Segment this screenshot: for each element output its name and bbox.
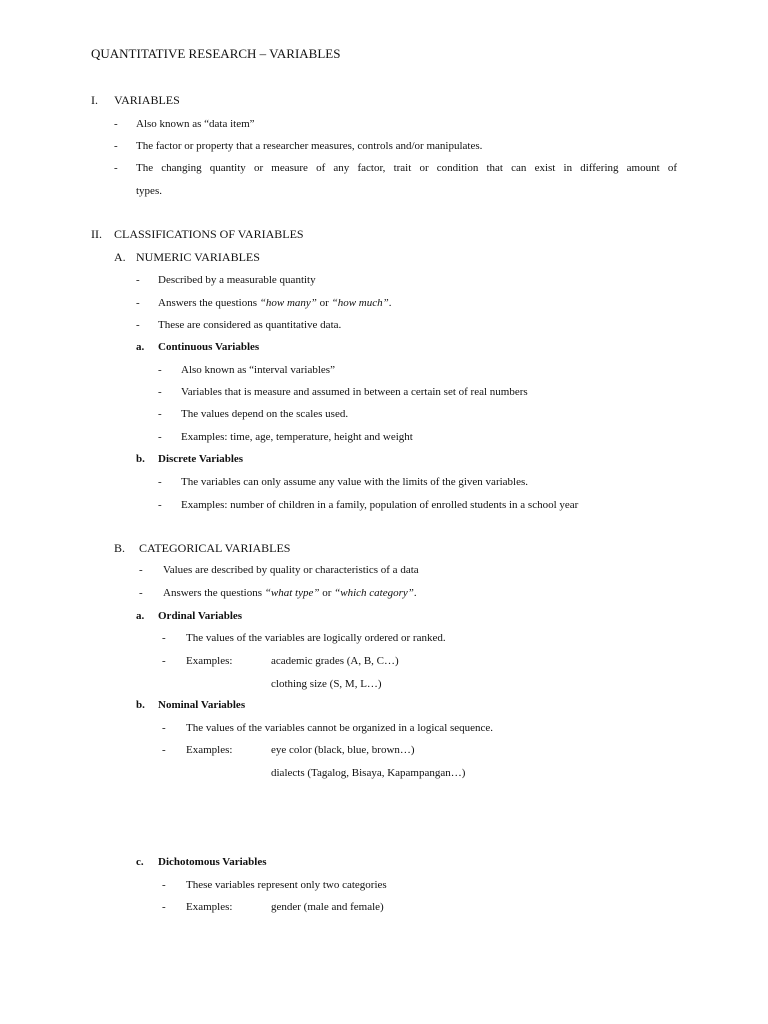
ordinal-example-1: academic grades (A, B, C…) (271, 655, 399, 667)
bullet-dash: - (136, 297, 140, 309)
bullet-dash: - (162, 879, 166, 891)
numeric-bullet-1: Described by a measurable quantity (158, 274, 316, 286)
continuous-letter: a. (136, 341, 145, 353)
text-segment: . (388, 297, 392, 309)
section-1-heading: VARIABLES (114, 93, 180, 107)
categorical-bullet-2 (163, 586, 417, 600)
bullet-dash: - (114, 118, 118, 130)
ordinal-example-2: clothing size (S, M, L…) (271, 678, 382, 690)
text-segment: Answers the questions (158, 297, 260, 309)
dichotomous-letter: c. (136, 856, 144, 868)
section-1-bullet-1: Also known as “data item” (136, 118, 255, 130)
text-segment: Answers the questions (163, 587, 265, 599)
discrete-bullet-2: Examples: number of children in a family, population of enrolled students in a school year (181, 499, 579, 511)
italic-quote: “how many” (259, 297, 317, 309)
section-2-number: II. (91, 227, 102, 241)
discrete-heading: Discrete Variables (158, 453, 244, 465)
bullet-dash: - (162, 632, 166, 644)
section-2-heading: CLASSIFICATIONS OF VARIABLES (114, 227, 304, 241)
bullet-dash: - (162, 901, 166, 913)
nominal-letter: b. (136, 699, 145, 711)
continuous-bullet-1: Also known as “interval variables” (181, 364, 335, 376)
ordinal-heading: Ordinal Variables (158, 610, 243, 622)
continuous-bullet-4: Examples: time, age, temperature, height and weight (181, 431, 413, 443)
subsection-b-heading: CATEGORICAL VARIABLES (139, 541, 291, 555)
bullet-dash: - (162, 744, 166, 756)
bullet-dash: - (158, 408, 162, 420)
section-1-bullet-2: The factor or property that a researcher measures, controls and/or manipulates. (136, 140, 483, 152)
bullet-dash: - (158, 364, 162, 376)
numeric-bullet-2 (158, 296, 391, 310)
document-title: QUANTITATIVE RESEARCH – VARIABLES (91, 46, 341, 61)
bullet-dash: - (162, 722, 166, 734)
dichotomous-heading: Dichotomous Variables (158, 856, 267, 868)
bullet-dash: - (136, 319, 140, 331)
bullet-dash: - (158, 499, 162, 511)
nominal-example-2: dialects (Tagalog, Bisaya, Kapampangan…) (271, 767, 466, 779)
subsection-b-letter: B. (114, 541, 126, 555)
bullet-dash: - (136, 274, 140, 286)
continuous-bullet-3: The values depend on the scales used. (181, 408, 349, 420)
italic-quote: “how much” (331, 297, 389, 309)
subsection-a-heading: NUMERIC VARIABLES (136, 250, 260, 264)
nominal-example-1: eye color (black, blue, brown…) (271, 744, 415, 756)
bullet-dash: - (158, 476, 162, 488)
bullet-dash: - (139, 587, 143, 599)
text-segment: . (413, 587, 417, 599)
dichotomous-examples-label: Examples: (186, 901, 233, 913)
discrete-bullet-1: The variables can only assume any value with the limits of the given variables. (181, 476, 529, 488)
categorical-bullet-1: Values are described by quality or characteristics of a data (163, 564, 419, 576)
dichotomous-bullet-1: These variables represent only two categories (186, 879, 387, 891)
bullet-dash: - (162, 655, 166, 667)
bullet-dash: - (158, 386, 162, 398)
subsection-a-letter: A. (114, 250, 126, 264)
text-segment: or (319, 587, 335, 599)
discrete-letter: b. (136, 453, 145, 465)
dichotomous-example-1: gender (male and female) (271, 901, 384, 913)
italic-quote: “what type” (264, 587, 320, 599)
bullet-dash: - (114, 140, 118, 152)
bullet-dash: - (158, 431, 162, 443)
text-segment: or (316, 297, 332, 309)
nominal-examples-label: Examples: (186, 744, 233, 756)
nominal-bullet-1: The values of the variables cannot be organized in a logical sequence. (186, 722, 494, 734)
italic-quote: “which category” (334, 587, 414, 599)
nominal-heading: Nominal Variables (158, 699, 246, 711)
section-1-number: I. (91, 93, 98, 107)
bullet-dash: - (114, 162, 118, 174)
ordinal-bullet-1: The values of the variables are logically ordered or ranked. (186, 632, 446, 644)
continuous-bullet-2: Variables that is measure and assumed in between a certain set of real numbers (181, 386, 528, 398)
continuous-heading: Continuous Variables (158, 341, 260, 353)
ordinal-letter: a. (136, 610, 145, 622)
section-1-bullet-3: The changing quantity or measure of any factor, trait or condition that can exist in differing amount of (136, 162, 677, 174)
section-1-bullet-3-continued: types. (136, 185, 162, 197)
ordinal-examples-label: Examples: (186, 655, 233, 667)
numeric-bullet-3: These are considered as quantitative data. (158, 319, 342, 331)
bullet-dash: - (139, 564, 143, 576)
